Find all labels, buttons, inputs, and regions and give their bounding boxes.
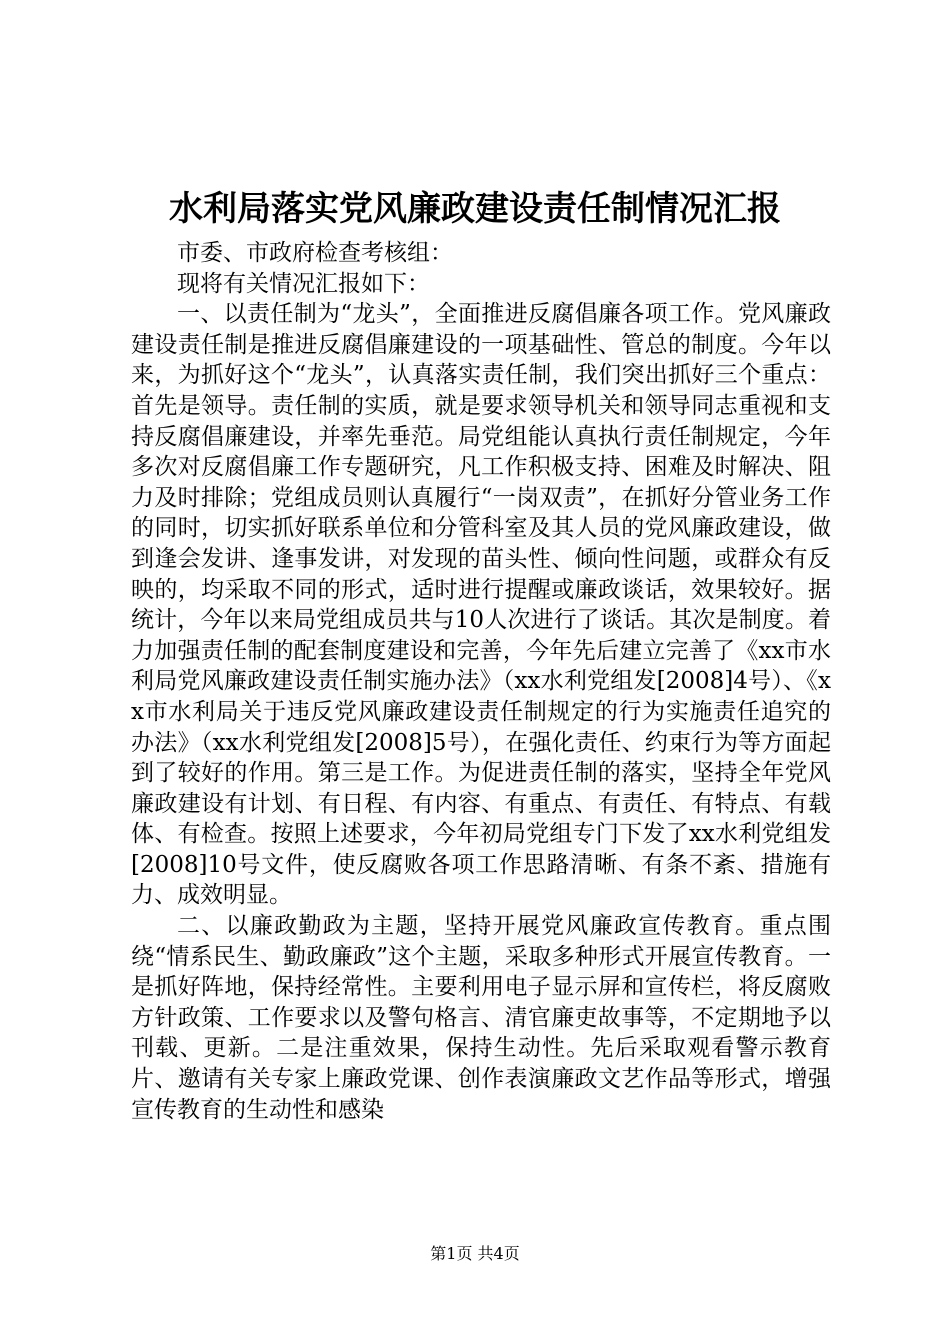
document-title: 水利局落实党风廉政建设责任制情况汇报 (169, 189, 781, 229)
paragraph-responsibility-system: 一、以责任制为“龙头”，全面推进反腐倡廉各项工作。党风廉政建设责任制是推进反腐倡廉建设的一项基础性、管总的制度。今年以来，为抓好这个“龙头”，认真落实责任制，我们突出抓好三个重点：首先是领导。责任制的实质，就是要求领导机关和领导同志重视和支持反腐倡廉建设，并率先垂范。局党组能认真执行责任制规定，今年多次对反腐倡廉工作专题研究，凡工作积极支持、困难及时解决、阻力及时排除；党组成员则认真履行“一岗双责”，在抓好分管业务工作的同时，切实抓好联系单位和分管科室及其人员的党风廉政建设，做到逢会发讲、逢事发讲，对发现的苗头性、倾向性问题，或群众有反映的，均采取不同的形式，适时进行提醒或廉政谈话，效果较好。据统计，今年以来局党组成员共与10人次进行了谈话。其次是制度。着力加强责任制的配套制度建设和完善，今年先后建立完善了《xx市水利局党风廉政建设责任制实施办法》（xx水利党组发[2008]4号）、《xx市水利局关于违反党风廉政建设责任制规定的行为实施责任追究的办法》（xx水利党组发[2008]5号），在强化责任、约束行为等方面起到了较好的作用。第三是工作。为促进责任制的落实，坚持全年党风廉政建设有计划、有日程、有内容、有重点、有责任、有特点、有载体、有检查。按照上述要求，今年初局党组专门下发了xx水利党组发[2008]10号文件，使反腐败各项工作思路清晰、有条不紊、措施有力、成效明显。 (131, 301, 831, 909)
intro-line: 现将有关情况汇报如下： (177, 270, 430, 297)
salutation: 市委、市政府检查考核组： (177, 240, 453, 266)
page-footer: 第1页 共4页 (430, 1244, 520, 1263)
document-body (131, 238, 831, 1125)
paragraph-education: 二、以廉政勤政为主题，坚持开展党风廉政宣传教育。重点围绕“情系民生、勤政廉政”这个主题，采取多种形式开展宣传教育。一是抓好阵地，保持经常性。主要利用电子显示屏和宣传栏，将反腐败方针政策、工作要求以及警句格言、清官廉吏故事等，不定期地予以刊载、更新。二是注重效果，保持生动性。先后采取观看警示教育片、邀请有关专家上廉政党课、创作表演廉政文艺作品等形式，增强宣传教育的生动性和感染 (131, 913, 831, 1123)
